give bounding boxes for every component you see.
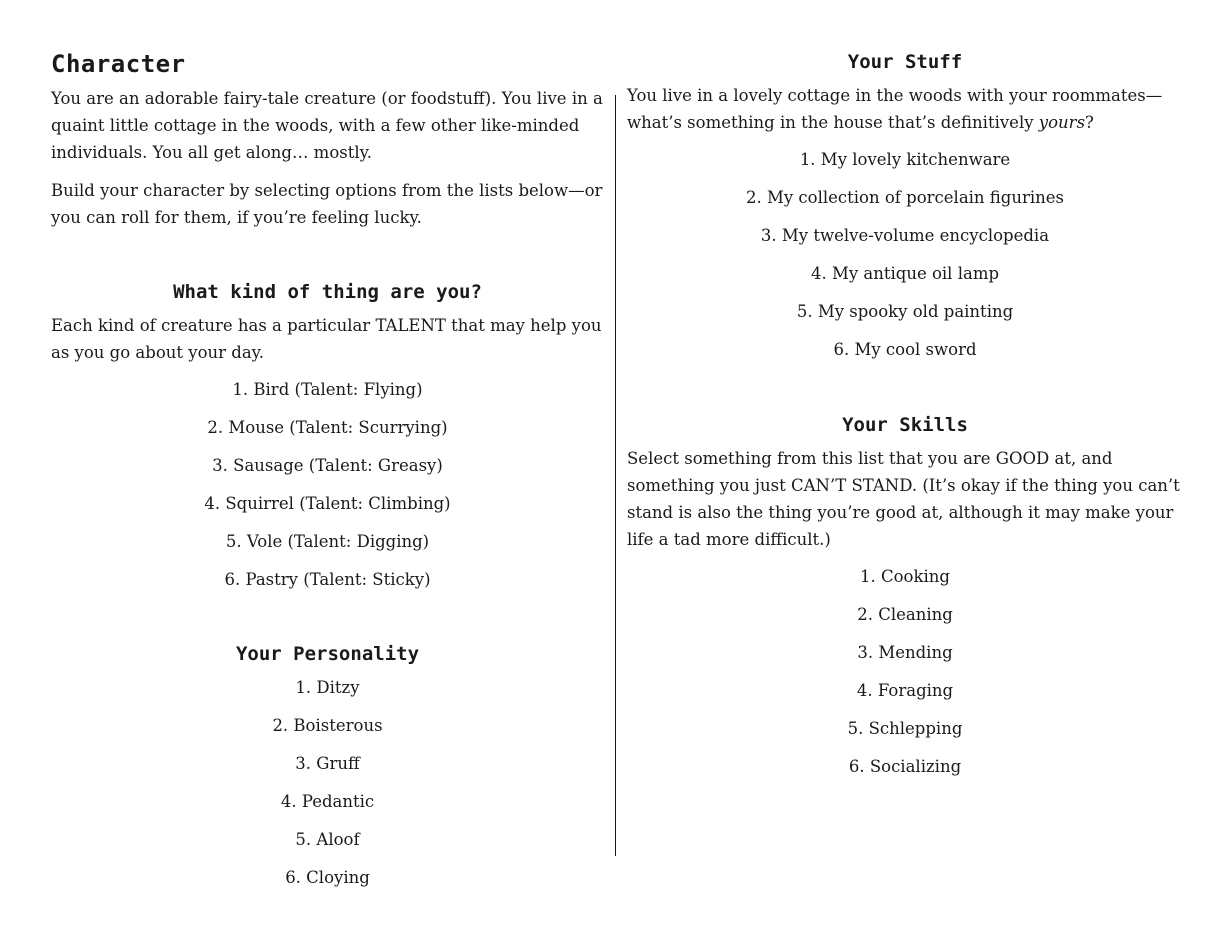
stuff-list [627,149,1183,377]
list-item: 5. My spooky old painting [796,302,1014,321]
list-item: 1. Bird (Talent: Flying) [232,380,423,399]
intro-paragraph: You are an adorable fairy-tale creature (or foodstuff). You live in a quaint little cottage in the woods, with a few other like-minded individuals. You all get along… mostly. [51,89,603,162]
list-item: 2. My collection of porcelain figurines [745,188,1065,207]
stuff-description-text: You live in a lovely cottage in the woods with your roommates—what’s something in the house that’s definitively [627,86,1163,132]
list-item: 1. Ditzy [295,678,360,697]
list-item: 5. Vole (Talent: Digging) [225,532,430,551]
list-item: 4. Pedantic [280,792,375,811]
list-item: 2. Boisterous [272,716,383,735]
list-item: 6. Pastry (Talent: Sticky) [224,570,431,589]
stuff-description-emphasis: yours [1038,113,1086,132]
kind-heading: What kind of thing are you? [173,281,482,303]
list-item: 5. Schlepping [847,719,963,738]
list-item: 2. Mouse (Talent: Scurrying) [207,418,448,437]
stuff-heading: Your Stuff [847,51,963,73]
kind-list [51,379,604,607]
list-item: 3. Sausage (Talent: Greasy) [212,456,443,475]
list-item: 6. Cloying [285,868,370,887]
list-item: 3. Gruff [295,754,360,773]
list-item: 2. Cleaning [857,605,953,624]
list-item: 6. Socializing [848,757,962,776]
list-item: 6. My cool sword [833,340,977,359]
skills-description: Select something from this list that you are GOOD at, and something you just CAN’T STAND. (It’s okay if the thing you can’t stand is also the thing you’re good at, although it may make your life a tad more difficult.) [627,449,1180,549]
list-item: 5. Aloof [295,830,360,849]
list-item: 1. My lovely kitchenware [799,150,1011,169]
build-paragraph: Build your character by selecting options from the lists below—or you can roll for them, if you’re feeling lucky. [51,181,603,227]
personality-list [51,677,604,905]
list-item: 3. My twelve-volume encyclopedia [760,226,1050,245]
skills-list [627,566,1183,794]
list-item: 1. Cooking [860,567,950,586]
personality-heading: Your Personality [235,643,420,665]
page-title: Character [51,50,186,78]
list-item: 3. Mending [857,643,953,662]
list-item: 4. Squirrel (Talent: Climbing) [204,494,451,513]
stuff-description-end: ? [1085,113,1094,132]
skills-heading: Your Skills [842,414,968,436]
stuff-description [627,82,1183,136]
column-divider [615,95,616,856]
kind-description: Each kind of creature has a particular TALENT that may help you as you go about your day. [51,316,602,362]
list-item: 4. Foraging [856,681,954,700]
list-item: 4. My antique oil lamp [810,264,1000,283]
